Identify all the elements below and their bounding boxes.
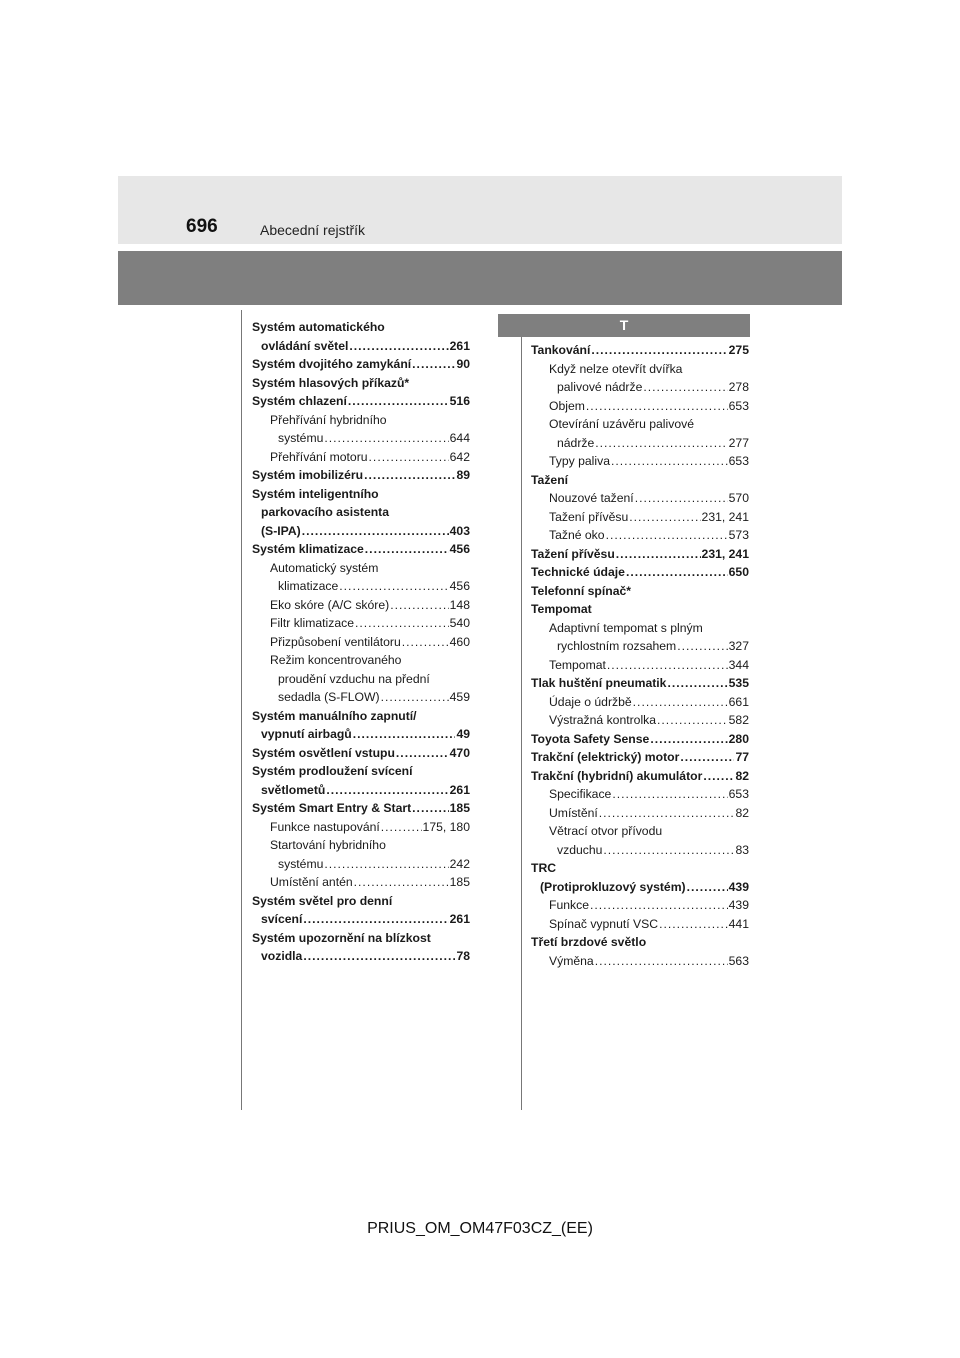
index-page-ref: 653 <box>728 454 749 468</box>
index-entry-text: Funkce nastupování <box>270 819 380 834</box>
index-entry <box>531 693 749 712</box>
index-entry <box>252 318 470 355</box>
index-entry-text: vozidla <box>261 949 303 963</box>
index-entry-text: ovládání světel <box>261 338 349 353</box>
dot-leader <box>599 804 735 823</box>
index-page-ref: 277 <box>728 435 749 450</box>
index-entry-line <box>252 744 470 763</box>
index-entry-text: Tažení přívěsu <box>531 546 615 561</box>
index-entry <box>252 485 470 541</box>
index-entry-line <box>549 841 749 860</box>
dot-leader <box>659 915 728 934</box>
index-page-ref: 563 <box>728 953 749 968</box>
index-page-ref: 89 <box>456 468 470 482</box>
index-entry-line <box>270 448 470 467</box>
index-entry-text: Systém inteligentního <box>252 486 379 501</box>
index-page-ref: 642 <box>449 449 470 464</box>
index-entry <box>531 767 749 786</box>
dot-leader <box>402 633 449 652</box>
section-letter-bar: T <box>498 314 750 337</box>
index-entry <box>252 799 470 818</box>
index-entry-text: Tempomat <box>549 657 606 672</box>
index-entry-line <box>252 466 470 485</box>
index-entry-text: Tažení <box>531 472 569 487</box>
dot-leader <box>353 725 456 744</box>
index-page-ref: 456 <box>449 579 470 593</box>
index-entry-text: Adaptivní tempomat s plným <box>549 620 703 635</box>
index-entry-text: Přehřívání hybridního <box>270 412 387 427</box>
index-entry-text: TRC <box>531 861 557 875</box>
page-title: Abecední rejstřík <box>260 222 366 238</box>
index-entry-line <box>531 933 749 952</box>
index-entry <box>252 411 470 448</box>
index-page-ref: 185 <box>449 875 470 889</box>
index-entry-text: Přizpůsobení ventilátoru <box>270 634 401 649</box>
dot-leader <box>326 781 448 800</box>
index-entry <box>531 896 749 915</box>
index-page-ref: 82 <box>735 805 749 820</box>
index-page-ref: 344 <box>728 657 749 672</box>
index-entry-line <box>549 378 749 397</box>
index-entry <box>252 596 470 615</box>
index-entry <box>531 859 749 896</box>
index-entry-text: Tankování <box>531 343 591 357</box>
index-entry-text: Větrací otvor přívodu <box>549 824 663 838</box>
dot-leader <box>355 614 449 633</box>
header-dark-band <box>118 251 842 305</box>
dot-leader <box>616 545 701 564</box>
index-entry-line <box>252 540 470 559</box>
dot-leader <box>606 526 728 545</box>
index-entry <box>531 785 749 804</box>
index-entry-text: Typy paliva <box>549 454 610 468</box>
index-entry-line <box>549 489 749 508</box>
index-entry-line <box>531 859 749 878</box>
index-entry <box>252 929 470 966</box>
index-entry-text: Automatický systém <box>270 560 379 575</box>
dot-leader <box>626 563 728 582</box>
index-page-ref: 278 <box>728 380 749 394</box>
dot-leader <box>595 434 727 453</box>
index-entry-text: Systém imobilizéru <box>252 468 364 482</box>
index-page-ref: 653 <box>728 398 749 413</box>
index-entry-text: proudění vzduchu na přední <box>278 671 430 686</box>
index-entry <box>252 818 470 837</box>
page-number: 696 <box>186 216 218 237</box>
index-entry <box>531 600 749 619</box>
index-entry-line <box>252 725 470 744</box>
dot-leader <box>680 748 734 767</box>
index-page-ref: 261 <box>449 338 470 353</box>
index-entry-line <box>549 619 749 638</box>
index-page-ref: 77 <box>735 750 749 764</box>
dot-leader <box>364 466 455 485</box>
index-entry-text: Systém hlasových příkazů* <box>252 375 410 390</box>
index-page-ref: 49 <box>456 727 470 741</box>
column-divider-middle <box>521 337 522 1110</box>
index-entry-text: Systém Smart Entry & Start <box>252 801 412 815</box>
index-entry-text: Filtr klimatizace <box>270 616 354 630</box>
index-entry-text: (S-IPA) <box>261 523 301 538</box>
index-entry <box>531 471 749 490</box>
index-entry <box>531 545 749 564</box>
index-entry-line <box>270 596 470 615</box>
index-page-ref: 650 <box>728 565 749 579</box>
index-entry-text: Funkce <box>549 898 589 912</box>
index-page-ref: 644 <box>449 431 470 445</box>
index-page-ref: 456 <box>449 542 470 556</box>
index-page-ref: 83 <box>735 842 749 857</box>
dot-leader <box>635 489 728 508</box>
dot-leader <box>381 688 449 707</box>
index-entry <box>252 651 470 707</box>
index-entry <box>531 582 749 601</box>
index-entry <box>531 489 749 508</box>
index-entry-text: Když nelze otevřít dvířka <box>549 361 683 376</box>
index-page-ref: 185 <box>449 801 470 815</box>
dot-leader <box>303 947 455 966</box>
index-page-ref: 540 <box>449 616 470 630</box>
index-entry-line <box>531 545 749 564</box>
index-entry-text: Technické údaje <box>531 565 625 579</box>
index-entry-text: Přehřívání motoru <box>270 449 368 464</box>
index-entry <box>531 341 749 360</box>
index-entry <box>531 711 749 730</box>
index-entry-text: Objem <box>549 398 585 413</box>
index-entry <box>531 933 749 952</box>
index-entry-line <box>549 434 749 453</box>
index-entry-text: Údaje o údržbě <box>549 694 632 709</box>
index-entry <box>531 452 749 471</box>
dot-leader <box>365 540 449 559</box>
index-entry-text: Výměna <box>549 953 594 968</box>
index-entry-text: parkovacího asistenta <box>261 505 390 519</box>
index-page-ref: 459 <box>449 690 470 704</box>
index-page-ref: 175, 180 <box>422 819 470 834</box>
index-entry-line <box>252 707 470 726</box>
index-entry-line <box>549 952 749 971</box>
index-entry-line <box>531 341 749 360</box>
index-entry-text: nádrže <box>557 435 595 450</box>
dot-leader <box>629 508 700 527</box>
index-entry-line <box>252 762 470 781</box>
index-entry-line <box>531 674 749 693</box>
index-entry-line <box>549 785 749 804</box>
index-entry-line <box>549 804 749 823</box>
index-entry-line <box>549 915 749 934</box>
index-entry-text: Tempomat <box>531 602 592 616</box>
index-entry <box>252 559 470 596</box>
dot-leader <box>412 799 448 818</box>
index-entry-line <box>270 429 470 448</box>
index-entry-line <box>252 781 470 800</box>
index-entry-text: (Protiprokluzový systém) <box>540 879 686 894</box>
index-entry <box>252 836 470 873</box>
dot-leader <box>412 355 455 374</box>
dot-leader <box>591 341 727 360</box>
index-page-ref: 242 <box>449 856 470 871</box>
dot-leader <box>643 378 727 397</box>
index-entry-line <box>252 355 470 374</box>
index-page-ref: 516 <box>449 394 470 408</box>
dot-leader <box>612 785 727 804</box>
index-entry-text: systému <box>278 431 324 445</box>
index-entry <box>252 540 470 559</box>
index-entry-text: Systém prodloužení svícení <box>252 764 413 778</box>
index-entry <box>252 355 470 374</box>
index-entry-text: Startování hybridního <box>270 838 386 852</box>
index-entry <box>252 374 470 393</box>
index-page-ref: 661 <box>728 694 749 709</box>
index-page-ref: 90 <box>456 357 470 371</box>
index-entry <box>531 656 749 675</box>
index-entry <box>531 674 749 693</box>
index-entry-line <box>549 656 749 675</box>
index-entry-line <box>252 799 470 818</box>
index-entry <box>252 873 470 892</box>
index-entry-text: Specifikace <box>549 787 612 801</box>
dot-leader <box>607 656 728 675</box>
index-entry-line <box>531 767 749 786</box>
dot-leader <box>324 855 448 874</box>
dot-leader <box>611 452 728 471</box>
index-entry <box>531 397 749 416</box>
dot-leader <box>354 873 449 892</box>
index-entry-line <box>531 730 749 749</box>
index-entry-text: Výstražná kontrolka <box>549 713 657 727</box>
index-entry-line <box>270 633 470 652</box>
index-entry-line <box>531 563 749 582</box>
index-page-ref: 403 <box>449 523 470 538</box>
index-entry-line <box>252 947 470 966</box>
index-page-ref: 275 <box>728 343 749 357</box>
index-page-ref: 439 <box>728 879 749 894</box>
dot-leader <box>390 596 448 615</box>
index-column-left <box>252 318 470 966</box>
index-page-ref: 653 <box>728 787 749 801</box>
dot-leader <box>657 711 728 730</box>
index-entry-line <box>531 600 749 619</box>
index-entry-line <box>252 892 470 911</box>
index-entry-text: Systém upozornění na blízkost <box>252 930 431 945</box>
index-entry-line <box>531 471 749 490</box>
index-entry-text: Toyota Safety Sense <box>531 731 650 746</box>
index-entry-line <box>549 452 749 471</box>
index-entry-line <box>549 693 749 712</box>
index-entry-line <box>270 577 470 596</box>
dot-leader <box>381 818 422 837</box>
index-entry-text: světlometů <box>261 782 326 797</box>
index-entry <box>531 804 749 823</box>
index-entry-text: Umístění antén <box>270 875 353 889</box>
index-entry-text: Systém chlazení <box>252 394 347 408</box>
index-entry-text: klimatizace <box>278 579 339 593</box>
index-page-ref: 231, 241 <box>701 509 749 524</box>
index-entry-line <box>252 337 470 356</box>
index-page-ref: 280 <box>728 731 749 746</box>
dot-leader <box>369 448 449 467</box>
index-entry-line <box>270 836 470 855</box>
index-entry-text: Telefonní spínač* <box>531 583 631 598</box>
index-entry <box>531 360 749 397</box>
index-entry-line <box>270 559 470 578</box>
index-entry <box>531 915 749 934</box>
index-entry-text: Systém automatického <box>252 320 385 334</box>
index-entry-text: Tlak huštění pneumatik <box>531 676 667 690</box>
dot-leader <box>603 841 734 860</box>
footer-document-code: PRIUS_OM_OM47F03CZ_(EE) <box>367 1220 593 1237</box>
index-entry-text: palivové nádrže <box>557 380 643 394</box>
index-entry <box>252 614 470 633</box>
index-entry-line <box>549 637 749 656</box>
index-page-ref: 573 <box>728 528 749 542</box>
index-entry-text: Tažení přívěsu <box>549 509 629 524</box>
dot-leader <box>633 693 728 712</box>
dot-leader <box>586 397 728 416</box>
index-entry-line <box>270 688 470 707</box>
index-column-right <box>531 341 749 970</box>
index-entry-text: Třetí brzdové světlo <box>531 935 647 949</box>
index-page-ref: 439 <box>728 898 749 912</box>
index-entry-text: sedadla (S-FLOW) <box>278 690 380 704</box>
index-entry-line <box>270 670 470 689</box>
dot-leader <box>339 577 448 596</box>
index-entry <box>252 762 470 799</box>
index-entry-line <box>549 822 749 841</box>
dot-leader <box>590 896 728 915</box>
dot-leader <box>302 522 449 541</box>
index-entry-text: Trakční (elektrický) motor <box>531 750 680 764</box>
index-entry-line <box>252 318 470 337</box>
index-entry <box>252 448 470 467</box>
index-entry-line <box>270 855 470 874</box>
index-page-ref: 261 <box>449 782 470 797</box>
index-page-ref: 535 <box>728 676 749 690</box>
index-entry-text: Otevírání uzávěru palivové <box>549 417 694 431</box>
index-entry-line <box>531 878 749 897</box>
index-entry <box>531 415 749 452</box>
index-page-ref: 327 <box>728 639 749 653</box>
index-entry-text: Systém dvojitého zamykání <box>252 357 412 371</box>
dot-leader <box>677 637 727 656</box>
index-entry <box>252 744 470 763</box>
index-entry-line <box>549 397 749 416</box>
index-entry <box>531 508 749 527</box>
index-entry-line <box>270 818 470 837</box>
index-entry-text: Nouzové tažení <box>549 491 634 505</box>
index-entry <box>252 633 470 652</box>
dot-leader <box>650 730 727 749</box>
column-divider-left <box>241 310 242 1110</box>
index-entry-line <box>549 526 749 545</box>
index-entry-text: Systém klimatizace <box>252 542 364 556</box>
index-entry-line <box>252 929 470 948</box>
index-entry-text: Spínač vypnutí VSC <box>549 916 659 931</box>
index-page-ref: 441 <box>728 916 749 931</box>
index-page-ref: 470 <box>449 745 470 760</box>
dot-leader <box>595 952 728 971</box>
dot-leader <box>303 910 448 929</box>
index-entry-text: svícení <box>261 912 303 926</box>
header-top-band <box>118 176 842 244</box>
index-entry-line <box>270 614 470 633</box>
index-entry <box>252 892 470 929</box>
index-entry <box>252 707 470 744</box>
index-entry-line <box>252 503 470 522</box>
dot-leader <box>396 744 449 763</box>
index-entry-line <box>549 896 749 915</box>
index-page-ref: 261 <box>449 912 470 926</box>
index-entry-text: Systém osvětlení vstupu <box>252 745 395 760</box>
index-page-ref: 582 <box>728 713 749 727</box>
index-entry-text: Režim koncentrovaného <box>270 653 402 667</box>
index-entry-text: Systém manuálního zapnutí/ <box>252 708 417 723</box>
index-entry-line <box>531 748 749 767</box>
index-entry-line <box>549 360 749 379</box>
index-entry-text: vypnutí airbagů <box>261 727 352 741</box>
index-entry-text: systému <box>278 856 324 871</box>
index-entry <box>531 619 749 656</box>
index-entry-line <box>252 522 470 541</box>
index-entry-line <box>270 873 470 892</box>
index-page-ref: 460 <box>449 634 470 649</box>
dot-leader <box>348 392 449 411</box>
index-entry-text: Tažné oko <box>549 528 605 542</box>
index-page-ref: 570 <box>728 491 749 505</box>
index-page-ref: 78 <box>456 949 470 963</box>
dot-leader <box>324 429 448 448</box>
dot-leader <box>703 767 734 786</box>
index-entry <box>531 563 749 582</box>
index-entry-line <box>270 411 470 430</box>
index-page-ref: 231, 241 <box>701 546 749 561</box>
index-entry-line <box>531 582 749 601</box>
index-entry-text: rychlostním rozsahem <box>557 639 677 653</box>
index-entry-line <box>252 485 470 504</box>
index-entry-line <box>270 651 470 670</box>
index-entry <box>252 392 470 411</box>
index-page-ref: 82 <box>735 768 749 783</box>
dot-leader <box>687 878 728 897</box>
index-entry-line <box>252 392 470 411</box>
index-entry-text: Trakční (hybridní) akumulátor <box>531 768 703 783</box>
dot-leader <box>349 337 448 356</box>
index-entry <box>531 952 749 971</box>
index-entry-text: Umístění <box>549 805 598 820</box>
dot-leader <box>667 674 727 693</box>
index-entry <box>252 466 470 485</box>
index-entry <box>531 730 749 749</box>
index-entry-text: Systém světel pro denní <box>252 893 393 908</box>
index-entry-line <box>252 910 470 929</box>
index-entry-line <box>549 711 749 730</box>
index-entry-line <box>252 374 470 393</box>
index-page-ref: 148 <box>449 597 470 612</box>
index-entry-text: vzduchu <box>557 842 603 857</box>
index-entry <box>531 822 749 859</box>
index-entry-line <box>549 508 749 527</box>
index-entry-text: Eko skóre (A/C skóre) <box>270 597 390 612</box>
index-entry <box>531 748 749 767</box>
index-entry <box>531 526 749 545</box>
index-entry-line <box>549 415 749 434</box>
